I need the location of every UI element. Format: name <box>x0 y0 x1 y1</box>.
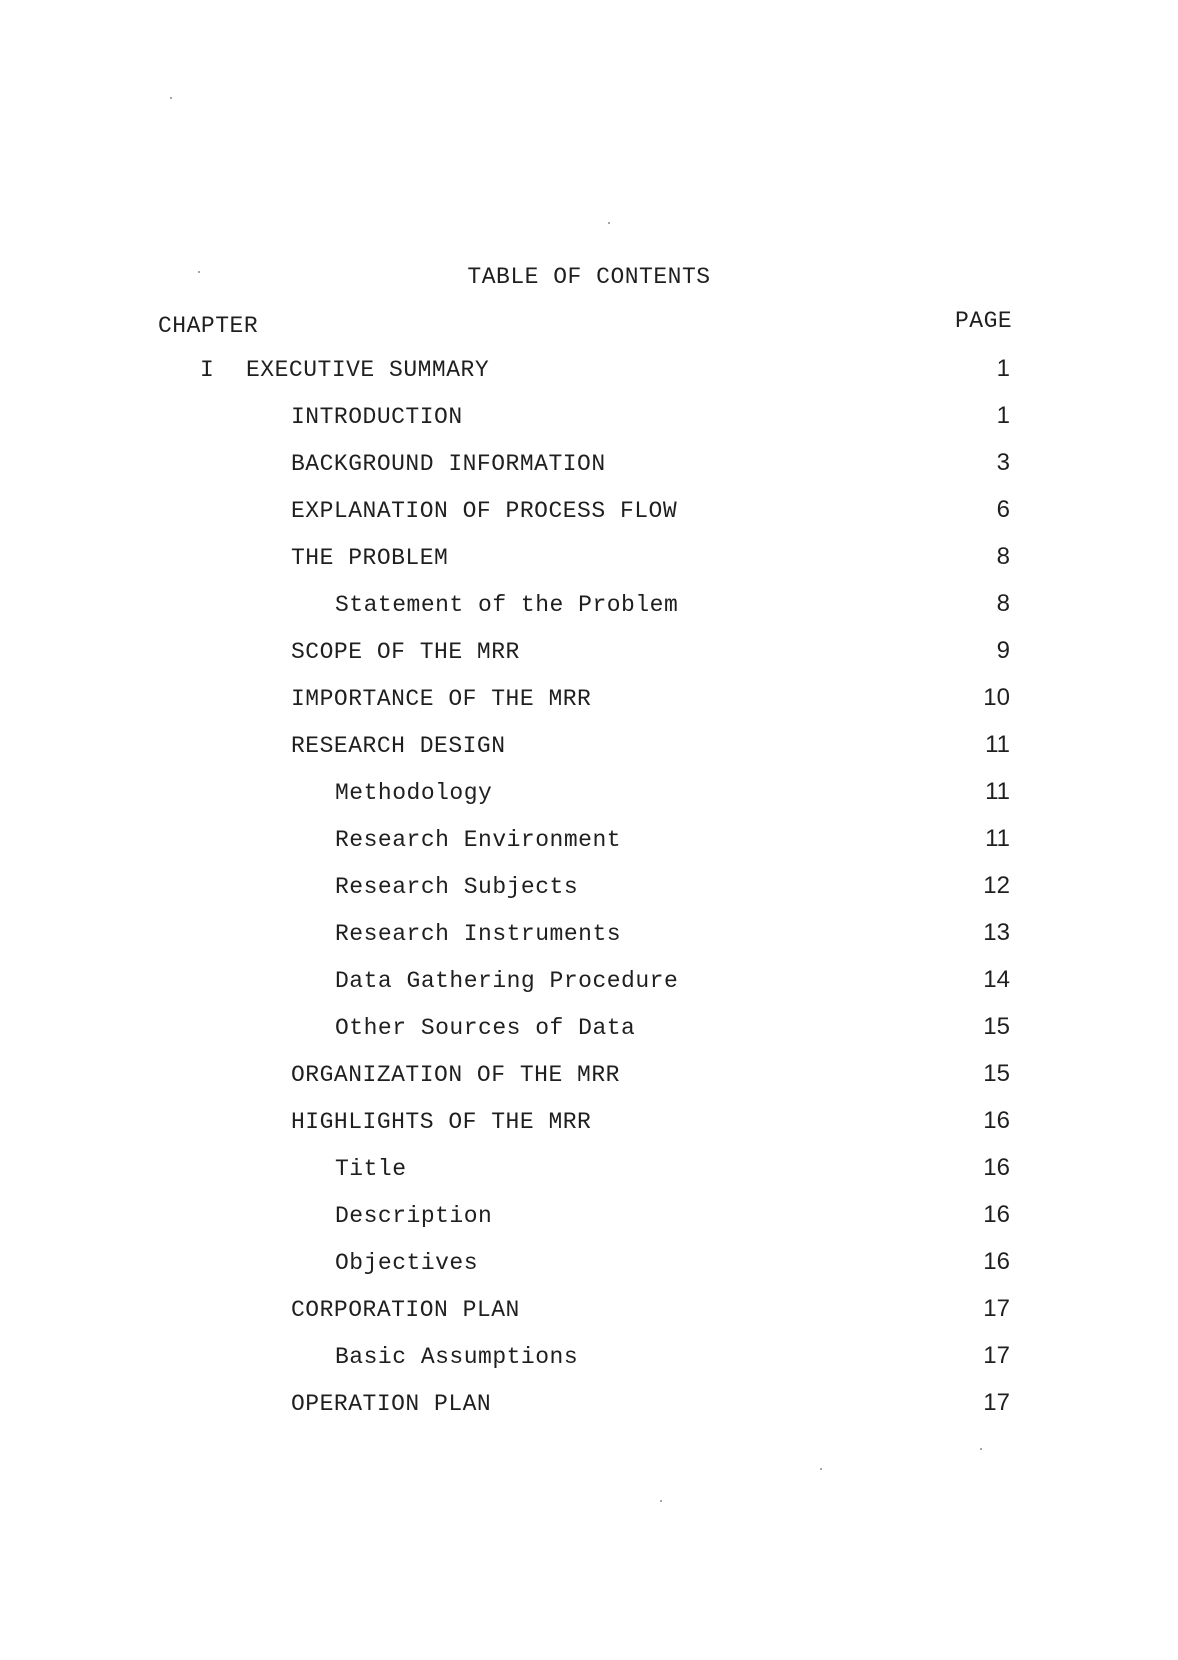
toc-entry-label: Basic Assumptions <box>335 1344 579 1370</box>
toc-entry-label: Statement of the Problem <box>335 592 679 618</box>
toc-entry-label: Description <box>335 1203 493 1229</box>
toc-entry-label: Methodology <box>335 780 493 806</box>
toc-entry-label: IMPORTANCE OF THE MRR <box>291 686 592 712</box>
toc-entry-page-number: 16 <box>983 1248 1010 1275</box>
toc-entry <box>0 1342 1178 1389</box>
toc-entry <box>0 778 1178 825</box>
toc-entry-label: EXPLANATION OF PROCESS FLOW <box>291 498 678 524</box>
toc-entry <box>0 731 1178 778</box>
toc-entry <box>0 637 1178 684</box>
toc-entry-label: RESEARCH DESIGN <box>291 733 506 759</box>
toc-entry-page-number: 16 <box>983 1201 1010 1228</box>
toc-entry-page-number: 10 <box>983 684 1010 711</box>
toc-entry-label: THE PROBLEM <box>291 545 449 571</box>
toc-entry <box>0 1248 1178 1295</box>
toc-entry-page-number: 8 <box>996 590 1010 617</box>
toc-entry-page-number: 1 <box>996 402 1010 429</box>
toc-entry-page-number: 11 <box>985 778 1010 805</box>
toc-entry <box>0 449 1178 496</box>
toc-entry-page-number: 14 <box>983 966 1010 993</box>
toc-entry <box>0 543 1178 590</box>
toc-entry-page-number: 16 <box>983 1107 1010 1134</box>
toc-entry-page-number: 9 <box>996 637 1010 664</box>
chapter-column-header: CHAPTER <box>158 313 259 339</box>
toc-entry-label: EXECUTIVE SUMMARY <box>246 357 490 383</box>
toc-entry-page-number: 17 <box>983 1295 1010 1322</box>
toc-entry-label: Objectives <box>335 1250 479 1276</box>
toc-entry-label: CORPORATION PLAN <box>291 1297 520 1323</box>
toc-entry <box>0 1013 1178 1060</box>
page-column-header: PAGE <box>955 308 1013 334</box>
toc-entry-page-number: 15 <box>983 1060 1010 1087</box>
toc-entry <box>0 1154 1178 1201</box>
toc-entry-label: SCOPE OF THE MRR <box>291 639 520 665</box>
toc-entry <box>0 1201 1178 1248</box>
toc-entry-label: Research Environment <box>335 827 622 853</box>
toc-entry-page-number: 15 <box>983 1013 1010 1040</box>
toc-entry-label: Other Sources of Data <box>335 1015 636 1041</box>
toc-entry-page-number: 11 <box>985 825 1010 852</box>
toc-entry-page-number: 3 <box>996 449 1010 476</box>
scan-speck <box>608 222 610 224</box>
toc-entry <box>0 1389 1178 1436</box>
toc-entry <box>0 966 1178 1013</box>
toc-entry <box>0 825 1178 872</box>
toc-entry-label: Title <box>335 1156 407 1182</box>
toc-entry-page-number: 17 <box>983 1342 1010 1369</box>
toc-entry-page-number: 1 <box>996 355 1010 382</box>
toc-entry-page-number: 17 <box>983 1389 1010 1416</box>
toc-entry <box>0 872 1178 919</box>
scan-speck <box>170 97 172 99</box>
toc-entry <box>0 1295 1178 1342</box>
page-title: TABLE OF CONTENTS <box>467 264 711 290</box>
toc-entry <box>0 355 1178 402</box>
scan-speck <box>820 1468 822 1470</box>
toc-entry-page-number: 13 <box>983 919 1010 946</box>
toc-entry-label: INTRODUCTION <box>291 404 463 430</box>
toc-entry <box>0 684 1178 731</box>
toc-entry-label: Data Gathering Procedure <box>335 968 679 994</box>
scan-speck <box>198 271 200 273</box>
toc-entry <box>0 590 1178 637</box>
toc-entry <box>0 496 1178 543</box>
toc-entry-label: BACKGROUND INFORMATION <box>291 451 606 477</box>
toc-entry-page-number: 8 <box>996 543 1010 570</box>
toc-entry-label: Research Instruments <box>335 921 622 947</box>
toc-entry-label: OPERATION PLAN <box>291 1391 492 1417</box>
toc-entry-page-number: 16 <box>983 1154 1010 1181</box>
chapter-number: I <box>200 357 215 383</box>
toc-entry-page-number: 12 <box>983 872 1010 899</box>
toc-entry-page-number: 11 <box>985 731 1010 758</box>
toc-entry <box>0 1060 1178 1107</box>
toc-entry-label: HIGHLIGHTS OF THE MRR <box>291 1109 592 1135</box>
scan-speck <box>660 1500 662 1502</box>
toc-entry-page-number: 6 <box>996 496 1010 523</box>
toc-entry <box>0 402 1178 449</box>
toc-entry <box>0 1107 1178 1154</box>
toc-entries <box>0 355 1178 1436</box>
toc-entry-label: Research Subjects <box>335 874 579 900</box>
toc-entry <box>0 919 1178 966</box>
toc-entry-label: ORGANIZATION OF THE MRR <box>291 1062 620 1088</box>
scan-speck <box>980 1448 982 1450</box>
